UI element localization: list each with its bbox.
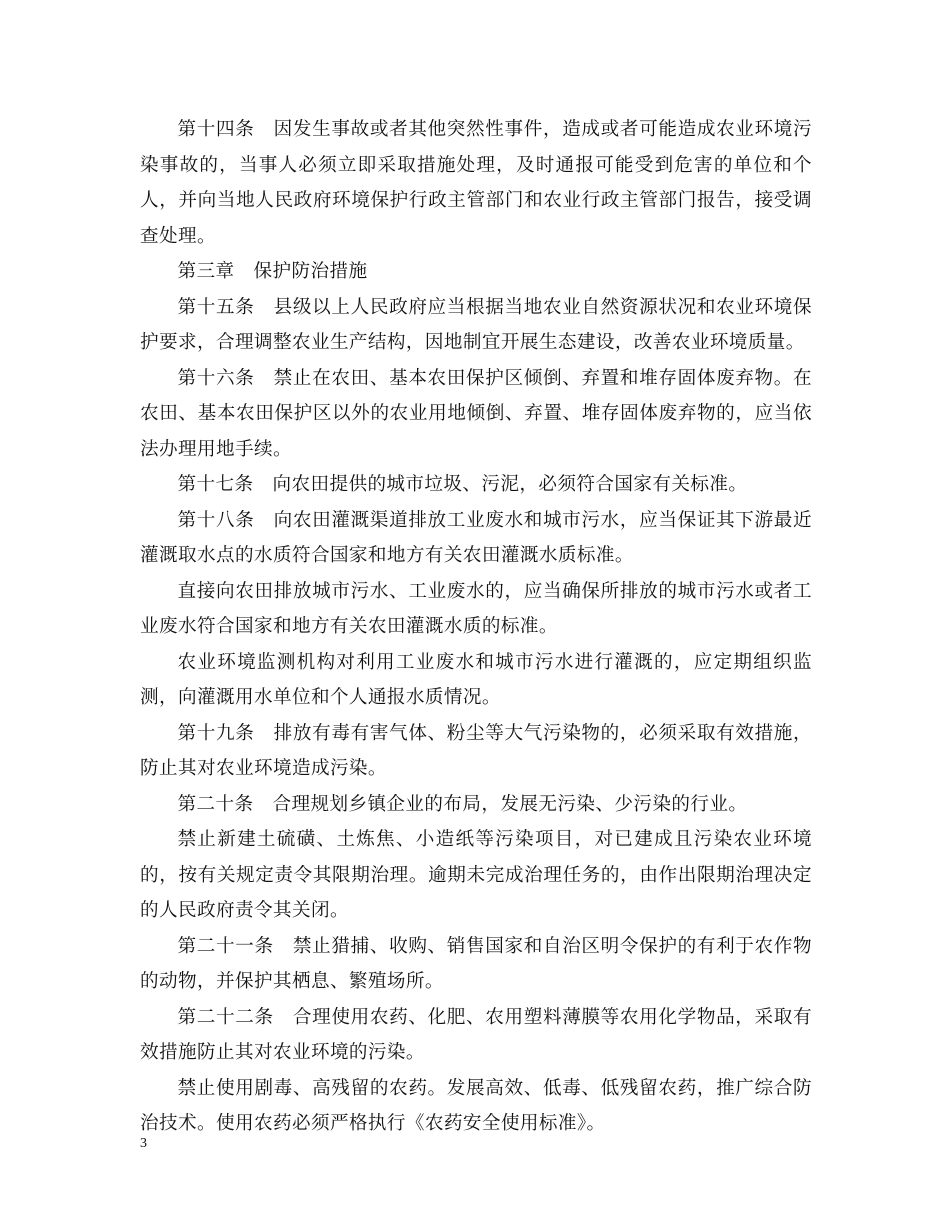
paragraph-article-14: 第十四条 因发生事故或者其他突然性事件，造成或者可能造成农业环境污染事故的，当事人必须立即采取措施处理，及时通报可能受到危害的单位和个人，并向当地人民政府环境保护行政主管部门和农业行政主管部门报告，接受调查处理。 xyxy=(140,119,812,247)
page-number: 3 xyxy=(140,1136,147,1151)
paragraph-article-19: 第十九条 排放有毒有害气体、粉尘等大气污染物的，必须采取有效措施，防止其对农业环境造成污染。 xyxy=(140,722,812,779)
paragraph-article-15: 第十五条 县级以上人民政府应当根据当地农业自然资源状况和农业环境保护要求，合理调整农业生产结构，因地制宜开展生态建设，改善农业环境质量。 xyxy=(140,296,812,353)
paragraph-article-22: 第二十二条 合理使用农药、化肥、农用塑料薄膜等农用化学物品，采取有效措施防止其对农业环境的污染。 xyxy=(140,1006,812,1063)
paragraph-article-18: 第十八条 向农田灌溉渠道排放工业废水和城市污水，应当保证其下游最近灌溉取水点的水质符合国家和地方有关农田灌溉水质标准。 xyxy=(140,509,812,566)
paragraph-article-16: 第十六条 禁止在农田、基本农田保护区倾倒、弃置和堆存固体废弃物。在农田、基本农田保护区以外的农业用地倾倒、弃置、堆存固体废弃物的，应当依法办理用地手续。 xyxy=(140,367,812,460)
paragraph-article-18-clause-2: 直接向农田排放城市污水、工业废水的，应当确保所排放的城市污水或者工业废水符合国家和地方有关农田灌溉水质的标准。 xyxy=(140,580,812,637)
paragraph-article-22-clause-2: 禁止使用剧毒、高残留的农药。发展高效、低毒、低残留农药，推广综合防治技术。使用农药必须严格执行《农药安全使用标准》。 xyxy=(140,1077,812,1134)
paragraph-article-20: 第二十条 合理规划乡镇企业的布局，发展无污染、少污染的行业。 xyxy=(177,793,748,815)
chapter-heading: 第三章 保护防治措施 xyxy=(177,261,368,282)
paragraph-article-18-clause-3: 农业环境监测机构对利用工业废水和城市污水进行灌溉的，应定期组织监测，向灌溉用水单位和个人通报水质情况。 xyxy=(140,651,812,708)
paragraph-article-21: 第二十一条 禁止猎捕、收购、销售国家和自治区明令保护的有利于农作物的动物，并保护其栖息、繁殖场所。 xyxy=(140,935,812,992)
paragraph-article-17: 第十七条 向农田提供的城市垃圾、污泥，必须符合国家有关标准。 xyxy=(177,474,748,495)
document-body xyxy=(140,112,812,1142)
paragraph-article-20-clause-2: 禁止新建土硫磺、土炼焦、小造纸等污染项目，对已建成且污染农业环境的，按有关规定责令其限期治理。逾期未完成治理任务的，由作出限期治理决定的人民政府责令其关闭。 xyxy=(140,829,812,921)
